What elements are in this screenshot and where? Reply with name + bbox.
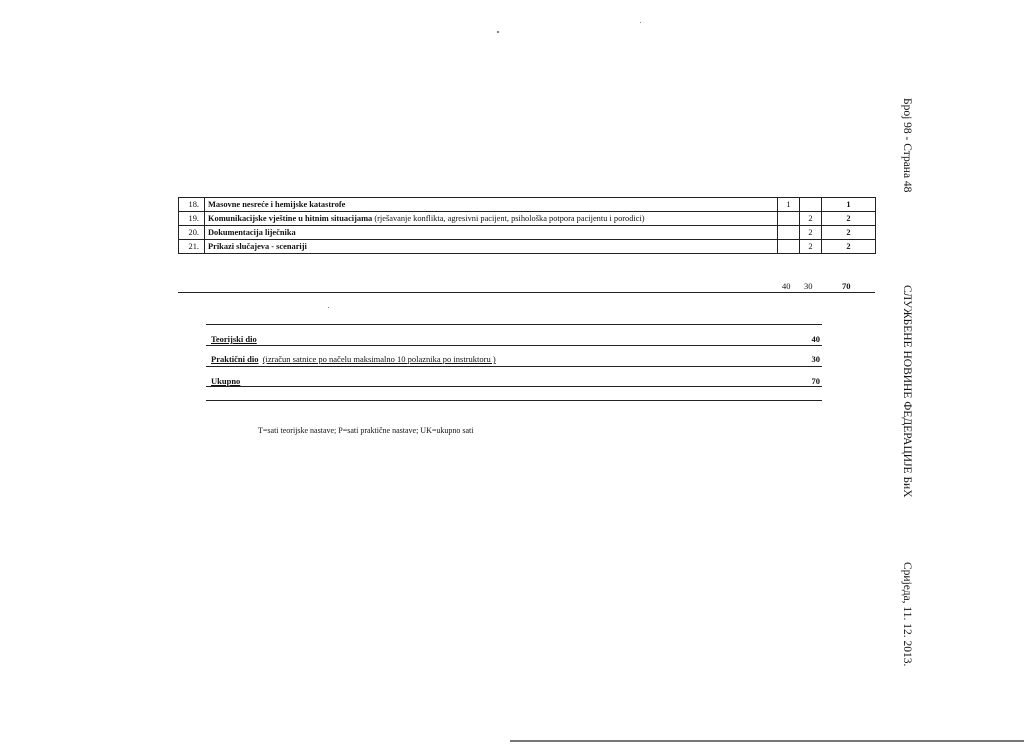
summary-practical-note: (izračun satnice po načelu maksimalno 10 polaznika po instruktoru ) [262, 354, 496, 364]
row-topic [205, 212, 778, 226]
scan-edge-line [510, 740, 1024, 742]
summary-divider [206, 366, 822, 367]
row-theory-hours [778, 226, 800, 240]
summary-theory-label: Teorijski dio [211, 334, 257, 344]
row-topic [205, 198, 778, 212]
table-row [179, 198, 876, 212]
summary-total-value: 70 [811, 376, 820, 386]
scan-speck [497, 31, 499, 33]
summary-bottom-rule [206, 400, 822, 401]
total-all-hours: 70 [842, 281, 851, 291]
table-row [179, 212, 876, 226]
total-practice-hours: 30 [804, 281, 813, 291]
row-theory-hours: 1 [778, 198, 800, 212]
row-practice-hours: 2 [800, 212, 822, 226]
table-row [179, 226, 876, 240]
row-number: 21. [179, 240, 205, 254]
row-theory-hours [778, 212, 800, 226]
row-number: 20. [179, 226, 205, 240]
row-practice-hours: 2 [800, 240, 822, 254]
topic-title: Dokumentacija liječnika [208, 227, 296, 237]
totals-divider [178, 292, 875, 293]
summary-total-label: Ukupno [211, 376, 241, 386]
summary-practical-value: 30 [811, 354, 820, 364]
row-practice-hours [800, 198, 822, 212]
topic-note: (rješavanje konflikta, agresivni pacijent, psihološka potpora pacijentu i porodici) [374, 213, 645, 223]
summary-divider [206, 345, 822, 346]
summary-top-rule [206, 324, 822, 325]
row-number: 19. [179, 212, 205, 226]
course-table [178, 197, 876, 254]
gazette-title: СЛУЖБЕНЕ НОВИНЕ ФЕДЕРАЦИЈЕ БиХ [901, 285, 913, 498]
row-total-hours: 2 [822, 212, 876, 226]
legend-text: T=sati teorijske nastave; P=sati praktične nastave; UK=ukupno sati [258, 426, 474, 435]
gazette-issue-page: Број 98 - Страна 48 [901, 98, 913, 193]
row-total-hours: 1 [822, 198, 876, 212]
topic-title: Masovne nesreće i hemijske katastrofe [208, 199, 346, 209]
scan-speck [640, 22, 641, 23]
summary-theory-value: 40 [811, 334, 820, 344]
scan-speck [328, 307, 329, 308]
row-theory-hours [778, 240, 800, 254]
topic-title: Prikazi slučajeva - scenariji [208, 241, 307, 251]
table-row [179, 240, 876, 254]
row-number: 18. [179, 198, 205, 212]
row-topic [205, 240, 778, 254]
summary-divider [206, 386, 822, 387]
row-total-hours: 2 [822, 240, 876, 254]
row-practice-hours: 2 [800, 226, 822, 240]
row-total-hours: 2 [822, 226, 876, 240]
topic-title: Komunikacijske vještine u hitnim situacijama [208, 213, 373, 223]
summary-practical-label: Praktični dio (izračun satnice po načelu maksimalno 10 polaznika po instruktoru ) [211, 354, 496, 364]
total-theory-hours: 40 [782, 281, 791, 291]
row-topic [205, 226, 778, 240]
gazette-date: Сриједа, 11. 12. 2013. [901, 562, 913, 667]
